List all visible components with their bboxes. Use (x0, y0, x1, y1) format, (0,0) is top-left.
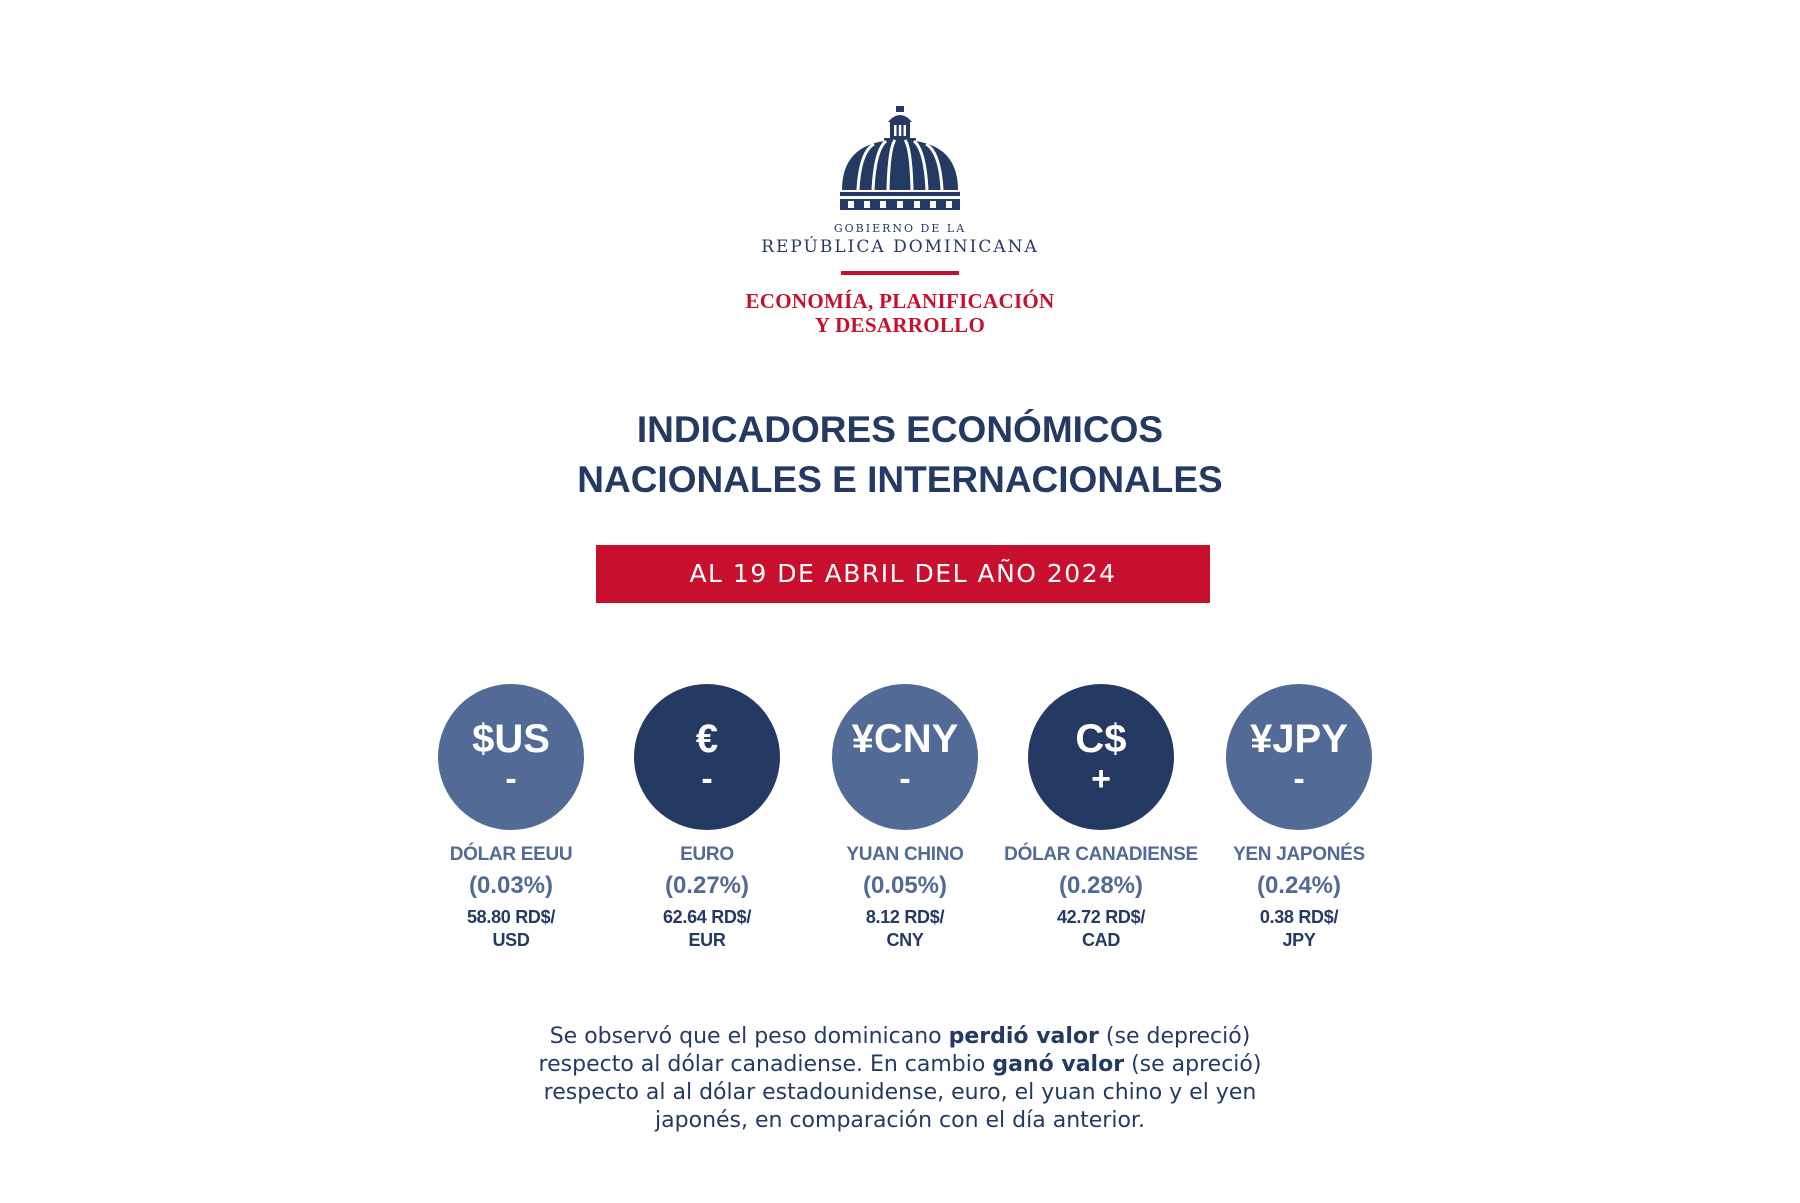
currency-circle (1028, 684, 1174, 830)
currency-name: EURO (680, 844, 734, 865)
change-sign: - (899, 760, 911, 798)
title-line-2: NACIONALES E INTERNACIONALES (577, 459, 1223, 500)
note-line-4: japonés, en comparación con el día anterior. (655, 1108, 1145, 1133)
rate-line-1: 42.72 RD$/ (1056, 907, 1146, 927)
logo-line-1: GOBIERNO DE LA (833, 222, 967, 235)
currency-symbol: ¥CNY (851, 717, 959, 761)
rate-line-1: 58.80 RD$/ (466, 907, 556, 927)
dome-building-icon (840, 104, 960, 216)
currency-eur (597, 684, 817, 952)
currency-name: DÓLAR EEUU (449, 844, 573, 865)
divider (841, 271, 959, 275)
logo-line-2: REPÚBLICA DOMINICANA (761, 237, 1039, 257)
rate-line-2: EUR (688, 930, 726, 950)
summary-note (0, 1023, 1800, 1135)
government-logo (0, 104, 1800, 337)
note-text: Se observó que el peso dominicano (549, 1024, 949, 1049)
rate-line-2: CAD (1081, 930, 1121, 950)
ministry-line-1: ECONOMÍA, PLANIFICACIÓN (745, 289, 1055, 313)
currency-usd (401, 684, 621, 952)
page-title (0, 405, 1800, 505)
currency-jpy (1189, 684, 1409, 952)
ministry-line-2: Y DESARROLLO (814, 313, 986, 337)
rate-line-1: 62.64 RD$/ (662, 907, 752, 927)
rate-line-2: CNY (886, 930, 924, 950)
note-emphasis-gained: ganó valor (992, 1052, 1125, 1077)
rate-line-2: USD (492, 930, 530, 950)
currency-rate (795, 906, 1015, 952)
currency-name: DÓLAR CANADIENSE (1004, 844, 1198, 865)
currency-rate (1189, 906, 1409, 952)
note-text: (se depreció) (1098, 1024, 1251, 1049)
change-sign: - (1293, 760, 1305, 798)
currency-change: (0.05%) (862, 872, 948, 899)
currency-change: (0.03%) (468, 872, 554, 899)
currency-circle (1226, 684, 1372, 830)
currency-circle (634, 684, 780, 830)
currency-rate (991, 906, 1211, 952)
change-sign: - (701, 760, 713, 798)
rate-line-2: JPY (1282, 930, 1316, 950)
currency-symbol: $US (472, 717, 550, 761)
currency-cny (795, 684, 1015, 952)
title-line-1: INDICADORES ECONÓMICOS (636, 409, 1164, 450)
note-emphasis-lost: perdió valor (948, 1024, 1099, 1049)
currency-name: YUAN CHINO (846, 844, 964, 865)
currency-symbol: ¥JPY (1250, 717, 1348, 761)
ministry-name (0, 289, 1800, 337)
currency-change: (0.28%) (1058, 872, 1144, 899)
change-sign: - (505, 760, 517, 798)
note-line-1 (0, 1023, 1800, 1051)
date-banner: AL 19 DE ABRIL DEL AÑO 2024 (596, 545, 1210, 603)
currency-circle (438, 684, 584, 830)
note-text: respecto al dólar canadiense. En cambio (538, 1052, 993, 1077)
rate-line-1: 0.38 RD$/ (1259, 907, 1339, 927)
currency-name: YEN JAPONÉS (1233, 844, 1365, 865)
note-line-3: respecto al al dólar estadounidense, euro, el yuan chino y el yen (543, 1080, 1257, 1105)
note-text: (se apreció) (1124, 1052, 1262, 1077)
rate-line-1: 8.12 RD$/ (865, 907, 945, 927)
currency-cad (991, 684, 1211, 952)
currency-circle (832, 684, 978, 830)
note-line-2 (0, 1051, 1800, 1079)
currency-rate (401, 906, 621, 952)
currency-rate (597, 906, 817, 952)
currency-symbol: C$ (1075, 717, 1127, 761)
currency-change: (0.24%) (1256, 872, 1342, 899)
change-sign: + (1091, 760, 1111, 798)
currency-change: (0.27%) (664, 872, 750, 899)
currency-symbol: € (695, 717, 719, 761)
